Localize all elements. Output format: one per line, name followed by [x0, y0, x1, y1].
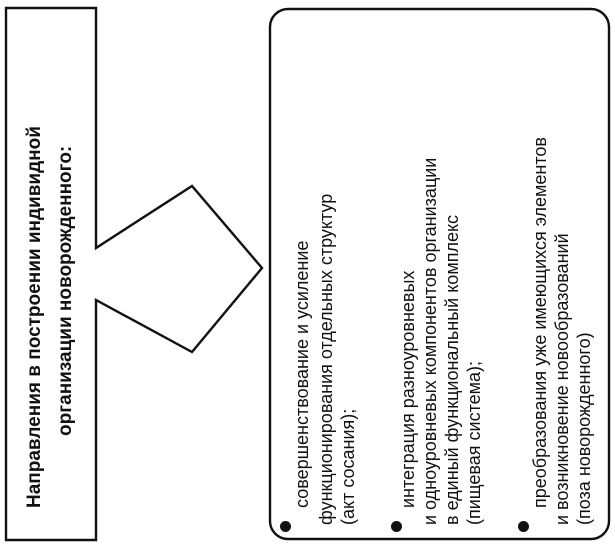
item-line: в единый функциональный комплекс — [442, 214, 462, 525]
bullet-icon — [391, 521, 402, 532]
item-line: и одноуровневых компонентов организации — [420, 157, 440, 525]
item-line: (пищевая система); — [464, 360, 484, 525]
item-line: интеграция разноуровневых — [398, 270, 418, 508]
title-line-2: организации новорожденного: — [55, 145, 76, 436]
item-line: и возникновение новообразований — [552, 233, 572, 525]
item-line: (поза новорожденного) — [574, 332, 594, 525]
bullet-icon — [518, 521, 529, 532]
item-line: функционирования отдельных структур — [316, 193, 336, 525]
item-line: преобразования уже имеющихся элементов — [530, 137, 550, 508]
title-line-1: Направления в построении индивидной — [24, 126, 45, 508]
item-line: совершенствование и усиление — [292, 240, 312, 508]
item-line: (акт сосания); — [338, 408, 358, 525]
bullet-icon — [280, 521, 291, 532]
